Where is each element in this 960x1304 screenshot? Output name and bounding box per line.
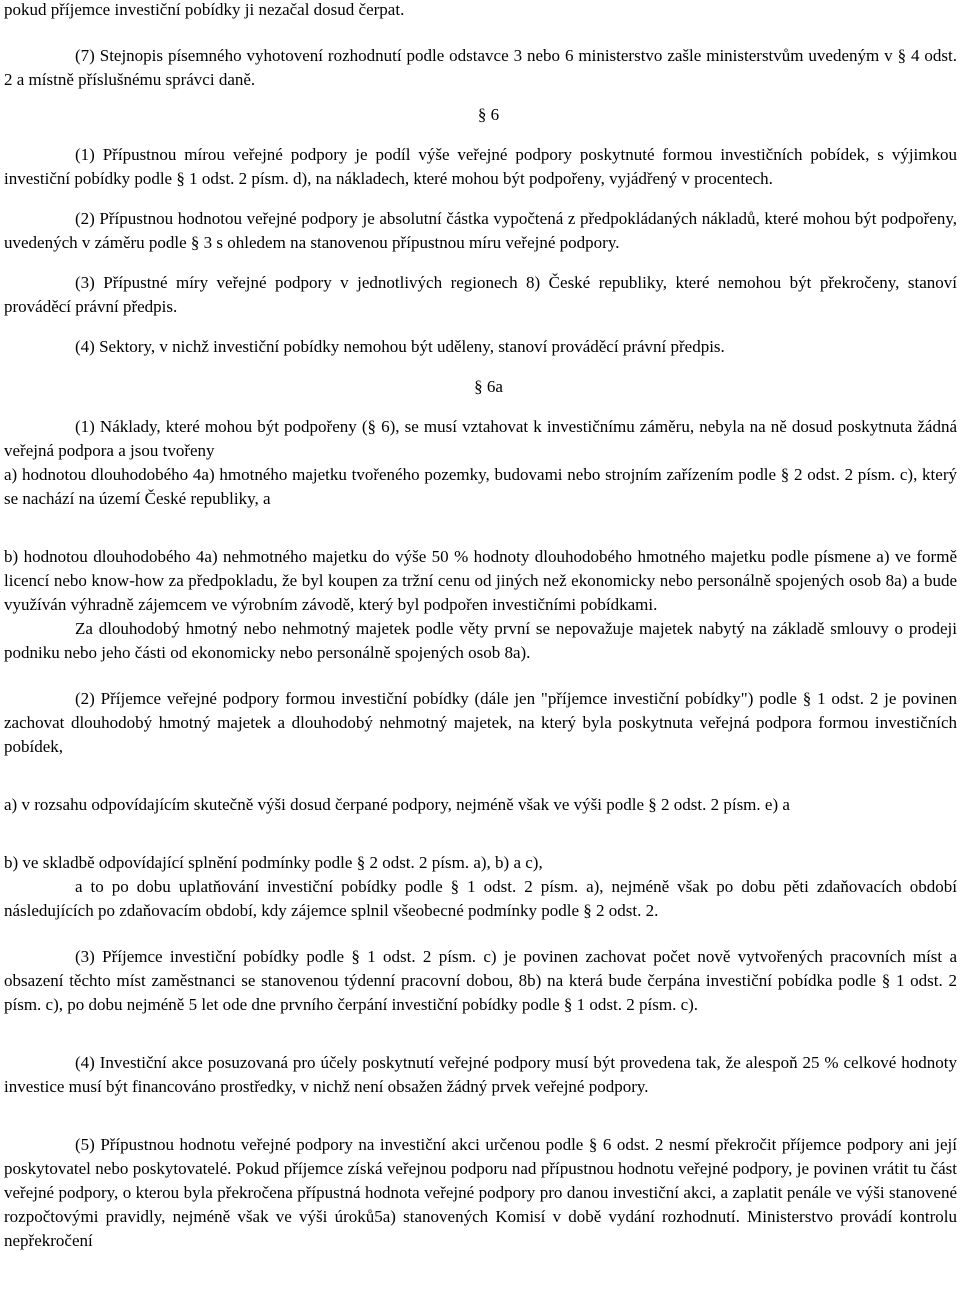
paragraph-6a-2: (2) Příjemce veřejné podpory formou investiční pobídky (dále jen "příjemce investiční pobídky") podle § 1 odst. 2 je povinen zachovat dlouhodobý hmotný majetek a dlouhodobý nehmotný majetek, na který byla poskytnuta veřejná podpora formou investičních pobídek, (4, 689, 957, 756)
paragraph-6-2: (2) Přípustnou hodnotou veřejné podpory je absolutní částka vypočtená z předpokládaných nákladů, které mohou být podpořeny, uvedených v záměru podle § 3 s ohledem na stanovenou přípustnou míru veřejné podpory. (4, 209, 957, 252)
paragraph-6-4: (4) Sektory, v nichž investiční pobídky nemohou být uděleny, stanoví prováděcí právní předpis. (75, 337, 725, 356)
paragraph-continuation: pokud příjemce investiční pobídky ji nezačal dosud čerpat. (4, 0, 405, 19)
paragraph-6-1: (1) Přípustnou mírou veřejné podpory je podíl výše veřejné podpory poskytnuté formou investičních pobídek, s výjimkou investiční pobídky podle § 1 odst. 2 písm. d), na nákladech, které mohou být podpořeny, vyjádřený v procentech. (4, 145, 957, 188)
document-page (4, 0, 957, 1253)
list-item-2a: a) v rozsahu odpovídajícím skutečně výši dosud čerpané podpory, nejméně však ve výši podle § 2 odst. 2 písm. e) a (4, 795, 790, 814)
paragraph-6a-4: (4) Investiční akce posuzovaná pro účely poskytnutí veřejné podpory musí být provedena tak, že alespoň 25 % celkové hodnoty investice musí být financováno prostředky, v nichž není obsažen žádný prvek veřejné podpory. (4, 1053, 957, 1096)
paragraph-6a-1-note: Za dlouhodobý hmotný nebo nehmotný majetek podle věty první se nepovažuje majetek nabytý na základě smlouvy o prodeji podniku nebo jeho části od ekonomicky nebo personálně spojených osob 8a). (4, 619, 957, 662)
paragraph-6a-3: (3) Příjemce investiční pobídky podle § 1 odst. 2 písm. c) je povinen zachovat počet nově vytvořených pracovních míst a obsazení těchto míst zaměstnanci se stanovenou týdenní pracovní dobou, 8b) na která bude čerpána investiční pobídka podle § 1 odst. 2 písm. c), po dobu nejméně 5 let ode dne prvního čerpání investiční pobídky podle § 1 odst. 2 písm. c). (4, 947, 957, 1014)
list-item-b: b) hodnotou dlouhodobého 4a) nehmotného majetku do výše 50 % hodnoty dlouhodobého hmotného majetku podle písmene a) ve formě licencí nebo know-how za předpokladu, že byl koupen za tržní cenu od jiných než ekonomicky nebo personálně spojených osob 8a) a bude využíván výhradně zájemcem ve výrobním závodě, který byl podpořen investičními pobídkami. (4, 547, 957, 614)
list-item-2b: b) ve skladbě odpovídající splnění podmínky podle § 2 odst. 2 písm. a), b) a c), (4, 853, 543, 872)
paragraph-6a-2-duration: a to po dobu uplatňování investiční pobídky podle § 1 odst. 2 písm. a), nejméně však po dobu pěti zdaňovacích období následujících po zdaňovacím období, kdy zájemce splnil všeobecné podmínky podle § 2 odst. 2. (4, 877, 957, 920)
paragraph-7: (7) Stejnopis písemného vyhotovení rozhodnutí podle odstavce 3 nebo 6 ministerstvo zašle ministerstvům uvedeným v § 4 odst. 2 a místně příslušnému správci daně. (4, 46, 957, 89)
section-heading-6: § 6 (477, 105, 500, 124)
list-item-a: a) hodnotou dlouhodobého 4a) hmotného majetku tvořeného pozemky, budovami nebo strojním zařízením podle § 2 odst. 2 písm. c), který se nachází na území České republiky, a (4, 465, 957, 508)
paragraph-6a-1: (1) Náklady, které mohou být podpořeny (§ 6), se musí vztahovat k investičnímu záměru, nebyla na ně dosud poskytnuta žádná veřejná podpora a jsou tvořeny (4, 417, 957, 460)
paragraph-6a-5: (5) Přípustnou hodnotu veřejné podpory na investiční akci určenou podle § 6 odst. 2 nesmí překročit příjemce podpory ani její poskytovatel nebo poskytovatelé. Pokud příjemce získá veřejnou podporu nad přípustnou hodnotu veřejné podpory, je povinen vrátit tu část veřejné podpory, o kterou byla překročena přípustná hodnota veřejné podpory pro danou investiční akci, a zaplatit penále ve výši stanovené rozpočtovými pravidly, nejméně však ve výši úroků5a) stanovených Komisí v době vydání rozhodnutí. Ministerstvo provádí kontrolu nepřekročení (4, 1135, 957, 1250)
section-heading-6a: § 6a (474, 377, 503, 396)
paragraph-6-3: (3) Přípustné míry veřejné podpory v jednotlivých regionech 8) České republiky, které nemohou být překročeny, stanoví prováděcí právní předpis. (4, 273, 957, 316)
